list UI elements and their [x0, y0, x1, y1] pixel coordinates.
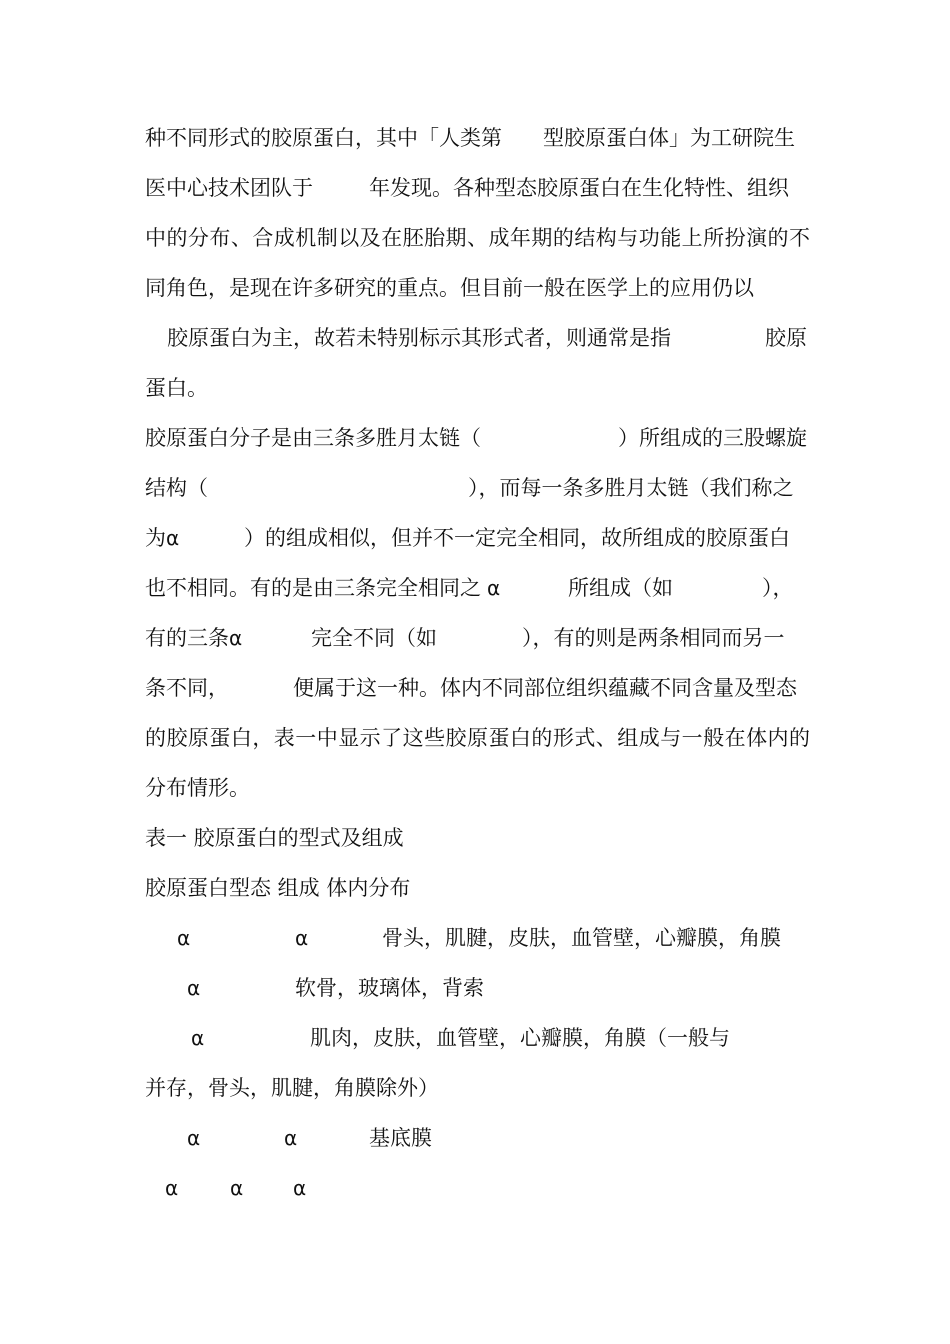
row5-alpha-3: α [293, 1176, 307, 1200]
para2-line2-text-b: ），而每一条多胜月太链（我们称之 [468, 476, 794, 500]
para1-line2-text-a: 医中心技术团队于 [145, 176, 313, 200]
para2-line5-text-c: ），有的则是两条相同而另一 [522, 626, 785, 650]
para2-line4-alpha: α [487, 576, 501, 600]
para2-line8: 分布情形。 [145, 776, 250, 800]
para2-line4-text-b: 所组成（如 [568, 576, 673, 600]
para2-line2-text-a: 结构（ [145, 476, 208, 500]
row2-distribution: 软骨，玻璃体，背索 [295, 976, 484, 1000]
row4-distribution: 基底膜 [369, 1126, 432, 1150]
para1-line1-text-b: 型胶原蛋白体」为工研院生 [543, 126, 795, 150]
para2-line3-text-a: 为 [145, 526, 166, 550]
row3-distribution: 肌肉，皮肤，血管壁，心瓣膜，角膜（一般与 [310, 1026, 730, 1050]
row4-alpha-1: α [187, 1126, 201, 1150]
para2-line6-text-a: 条不同， [145, 676, 229, 700]
row1-distribution: 骨头，肌腱，皮肤，血管壁，心瓣膜，角膜 [382, 926, 781, 950]
row1-alpha-1: α [177, 926, 191, 950]
para2-line3-alpha: α [166, 526, 180, 550]
table-caption: 表一 胶原蛋白的型式及组成 [145, 826, 404, 850]
para2-line6-text-b: 便属于这一种。体内不同部位组织蕴藏不同含量及型态 [293, 676, 797, 700]
para2-line3-text-b: ）的组成相似，但并不一定完全相同，故所组成的胶原蛋白 [244, 526, 790, 550]
para1-line2-text-b: 年发现。各种型态胶原蛋白在生化特性、组织 [369, 176, 789, 200]
row3-alpha-1: α [191, 1026, 205, 1050]
row1-alpha-2: α [295, 926, 309, 950]
table-row-3-continuation: 并存，骨头，肌腱，角膜除外） [145, 1076, 439, 1100]
row5-alpha-1: α [165, 1176, 179, 1200]
para2-line5-text-b: 完全不同（如 [311, 626, 437, 650]
para1-line3: 中的分布、合成机制以及在胚胎期、成年期的结构与功能上所扮演的不 [145, 226, 810, 250]
row2-alpha-1: α [187, 976, 201, 1000]
para2-line4-text-c: ）， [762, 576, 794, 600]
para2-line5-alpha: α [229, 626, 243, 650]
para1-line4: 同角色，是现在许多研究的重点。但目前一般在医学上的应用仍以 [145, 276, 754, 300]
row5-alpha-2: α [230, 1176, 244, 1200]
para2-line7: 的胶原蛋白，表一中显示了这些胶原蛋白的形式、组成与一般在体内的 [145, 726, 810, 750]
para1-line5-text-a: 胶原蛋白为主，故若未特别标示其形式者，则通常是指 [167, 326, 671, 350]
para1-line6: 蛋白。 [145, 376, 208, 400]
para1-line5-text-b: 胶原 [765, 326, 807, 350]
para2-line1-text-b: ）所组成的三股螺旋 [618, 426, 807, 450]
para1-line1-text-a: 种不同形式的胶原蛋白，其中「人类第 [145, 126, 502, 150]
para2-line1-text-a: 胶原蛋白分子是由三条多胜月太链（ [145, 426, 481, 450]
table-header: 胶原蛋白型态 组成 体内分布 [145, 876, 411, 900]
row4-alpha-2: α [284, 1126, 298, 1150]
para2-line5-text-a: 有的三条 [145, 626, 229, 650]
para2-line4-text-a: 也不相同。有的是由三条完全相同之 [145, 576, 481, 600]
